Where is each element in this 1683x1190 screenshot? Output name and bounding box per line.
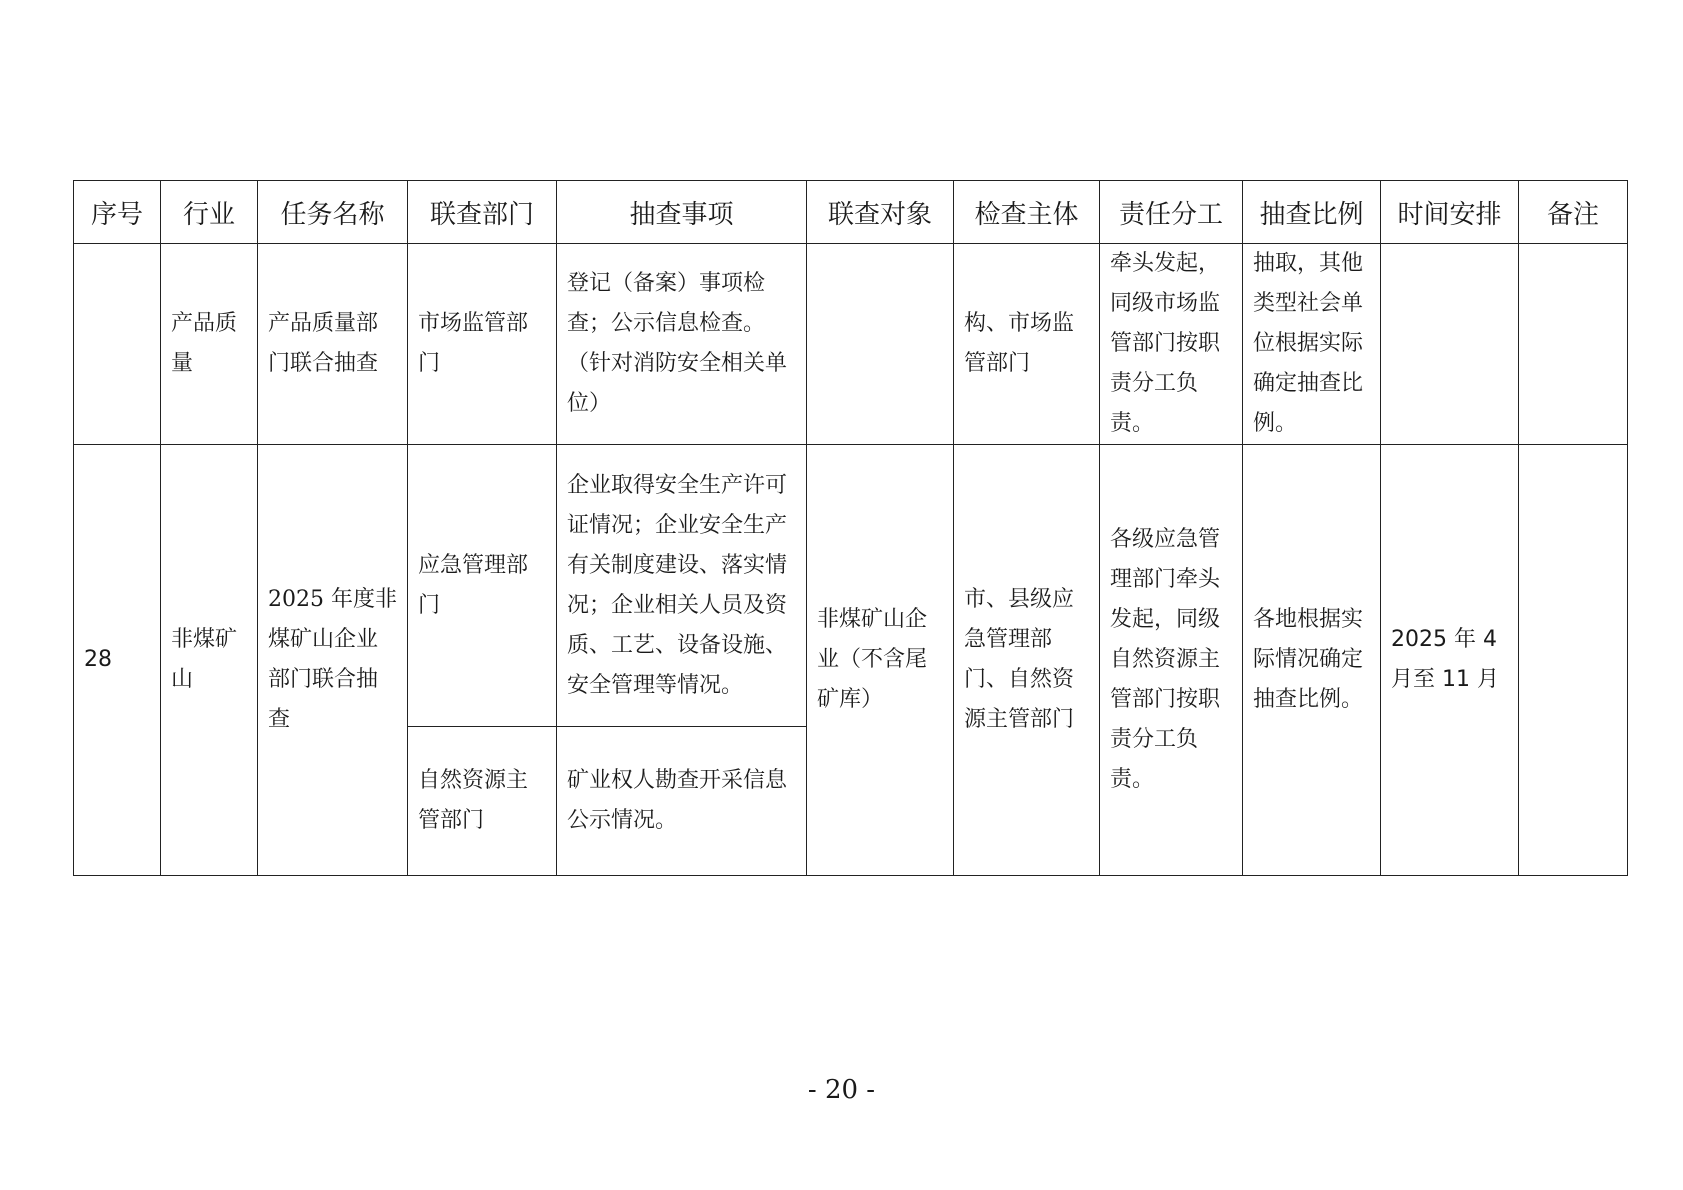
header-schedule: 时间安排 (1381, 181, 1519, 244)
cell-note (1519, 244, 1628, 445)
cell-subject: 构、市场监管部门 (954, 244, 1100, 445)
cell-target: 非煤矿山企业（不含尾矿库） (807, 445, 954, 876)
inspection-task-table (73, 180, 1628, 876)
cell-check-items-natural-resources: 矿业权人勘查开采信息公示情况。 (557, 727, 807, 876)
header-industry: 行业 (161, 181, 258, 244)
cell-schedule (1381, 244, 1519, 445)
table-row-28-a (74, 445, 1628, 727)
cell-subject: 市、县级应急管理部门、自然资源主管部门 (954, 445, 1100, 876)
cell-task-name: 产品质量部门联合抽查 (258, 244, 408, 445)
cell-joint-dept-natural-resources: 自然资源主管部门 (408, 727, 557, 876)
cell-ratio: 各地根据实际情况确定抽查比例。 (1243, 445, 1381, 876)
cell-seq (74, 244, 161, 445)
header-subject: 检查主体 (954, 181, 1100, 244)
cell-check-items: 登记（备案）事项检查；公示信息检查。（针对消防安全相关单位） (557, 244, 807, 445)
cell-industry: 产品质量 (161, 244, 258, 445)
cell-joint-dept: 市场监管部门 (408, 244, 557, 445)
cell-task-name: 2025 年度非煤矿山企业部门联合抽查 (258, 445, 408, 876)
header-seq: 序号 (74, 181, 161, 244)
header-note: 备注 (1519, 181, 1628, 244)
header-check-items: 抽查事项 (557, 181, 807, 244)
cell-responsibility: 各级应急管理部门牵头发起，同级自然资源主管部门按职责分工负责。 (1100, 445, 1243, 876)
header-task-name: 任务名称 (258, 181, 408, 244)
header-responsibility: 责任分工 (1100, 181, 1243, 244)
header-joint-dept: 联查部门 (408, 181, 557, 244)
header-ratio: 抽查比例 (1243, 181, 1381, 244)
table-header-row (74, 181, 1628, 244)
cell-joint-dept-emergency: 应急管理部门 (408, 445, 557, 727)
cell-industry: 非煤矿山 (161, 445, 258, 876)
cell-target (807, 244, 954, 445)
cell-check-items-emergency: 企业取得安全生产许可证情况；企业安全生产有关制度建设、落实情况；企业相关人员及资质、工艺、设备设施、安全管理等情况。 (557, 445, 807, 727)
header-target: 联查对象 (807, 181, 954, 244)
cell-schedule: 2025 年 4 月至 11 月 (1381, 445, 1519, 876)
cell-ratio: 抽取，其他类型社会单位根据实际确定抽查比例。 (1243, 244, 1381, 445)
table-row-continued (74, 244, 1628, 445)
page-number: - 20 - (807, 1075, 876, 1105)
cell-seq: 28 (74, 445, 161, 876)
cell-note (1519, 445, 1628, 876)
cell-responsibility: 牵头发起，同级市场监管部门按职责分工负责。 (1100, 244, 1243, 445)
